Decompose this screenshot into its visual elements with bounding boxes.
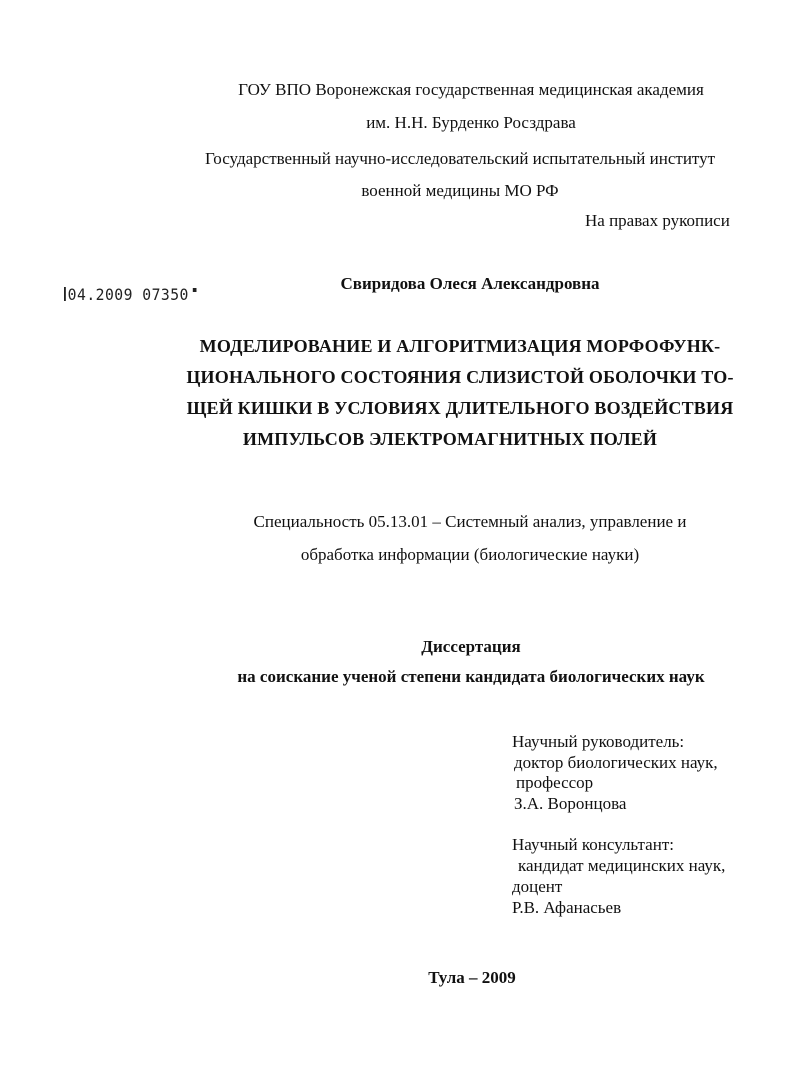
stamp-tick-mark: [193, 288, 197, 292]
consultant-name: Р.В. Афанасьев: [512, 898, 622, 917]
title-line-3: ЩЕЙ КИШКИ В УСЛОВИЯХ ДЛИТЕЛЬНОГО ВОЗДЕЙСТВИЯ: [186, 398, 734, 418]
stamp-bar-mark: [64, 287, 66, 301]
consultant-degree: кандидат медицинских наук,: [518, 856, 726, 875]
title-line-2: ЦИОНАЛЬНОГО СОСТОЯНИЯ СЛИЗИСТОЙ ОБОЛОЧКИ ТО-: [186, 367, 734, 387]
title-line-4: ИМПУЛЬСОВ ЭЛЕКТРОМАГНИТНЫХ ПОЛЕЙ: [242, 429, 658, 449]
rights-note: На правах рукописи: [585, 211, 730, 230]
specialty-line-2: обработка информации (биологические науки): [300, 545, 640, 564]
city-year: Тула – 2009: [428, 968, 516, 987]
consultant-rank: доцент: [512, 877, 563, 896]
institute-line-2: военной медицины МО РФ: [361, 181, 559, 200]
consultant-label: Научный консультант:: [512, 835, 674, 854]
supervisor-rank: профессор: [516, 773, 594, 792]
supervisor-name: З.А. Воронцова: [514, 794, 627, 813]
supervisor-degree: доктор биологических наук,: [514, 753, 718, 772]
institute-line-1: Государственный научно-исследовательский испытательный институт: [204, 149, 716, 168]
supervisor-label: Научный руководитель:: [512, 732, 685, 751]
institution-line-2: им. Н.Н. Бурденко Росздрава: [366, 113, 576, 132]
author-name: Свиридова Олеся Александровна: [340, 274, 600, 293]
institution-line-1: ГОУ ВПО Воронежская государственная медицинская академия: [238, 80, 704, 99]
title-line-1: МОДЕЛИРОВАНИЕ И АЛГОРИТМИЗАЦИЯ МОРФОФУНК-: [199, 336, 721, 356]
specialty-line-1: Специальность 05.13.01 – Системный анализ, управление и: [253, 512, 687, 531]
degree-line: на соискание ученой степени кандидата биологических наук: [237, 667, 705, 686]
archive-stamp: [64, 285, 196, 305]
dissertation-label: Диссертация: [421, 637, 521, 656]
stamp-code: 04.2009 07350: [67, 285, 189, 304]
